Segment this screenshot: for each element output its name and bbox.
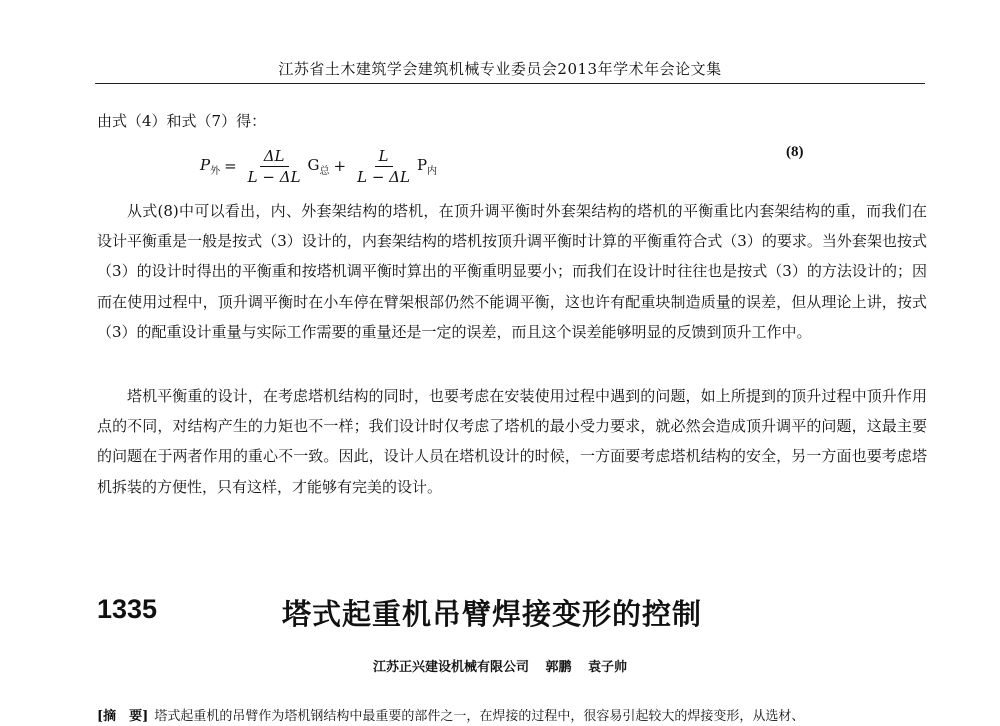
formula-plus: + [333, 157, 347, 175]
formula-p-term: $P_内$ [416, 155, 438, 177]
fraction-2-numerator: L [375, 146, 393, 167]
formula-fraction-2 [353, 146, 414, 187]
formula-lhs-sub: 外 [210, 165, 221, 177]
header-rule [95, 83, 925, 84]
formula-g-term: $G_总$ [307, 155, 330, 177]
fraction-1-numerator: ΔL [260, 146, 289, 167]
body-paragraph-1: 从式(8)中可以看出，内、外套架结构的塔机，在顶升调平衡时外套架结构的塔机的平衡重比内套架结构的重，而我们在设计平衡重是一般是按式（3）设计的，内套架结构的塔机按顶升调平衡时计算的平衡重符合式（3）的要求。当外套架也按式（3）的设计时得出的平衡重和按塔机调平衡时算出的平衡重明显要小；而我们在设计时往往也是按式（3）的方法设计的；因而在使用过程中，顶升调平衡时在小车停在臂架根部仍然不能调平衡，这也许有配重块制造质量的误差，但从理论上讲，按式（3）的配重设计重量与实际工作需要的重量还是一定的误差，而且这个误差能够明显的反馈到顶升工作中。 [97, 202, 927, 341]
author-line [0, 656, 1000, 675]
formula-fraction-1 [244, 146, 305, 187]
article-title: 塔式起重机吊臂焊接变形的控制 [282, 599, 703, 631]
author-name: 袁子帅 [588, 660, 628, 675]
equation-intro: 由式（4）和式（7）得： [97, 112, 267, 130]
formula-p-sub: 内 [427, 165, 438, 177]
abstract-label: [摘 要] [97, 709, 149, 724]
equation-number: (8) [786, 144, 804, 160]
fraction-1-denominator: L − ΔL [247, 167, 301, 186]
abstract-text: 塔式起重机的吊臂作为塔机钢结构中最重要的部件之一，在焊接的过程中，很容易引起较大的焊接变形，从选材、 [154, 709, 805, 724]
body-paragraph-2: 塔机平衡重的设计，在考虑塔机结构的同时，也要考虑在安装使用过程中遇到的问题，如上所提到的顶升过程中顶升作用点的不同，对结构产生的力矩也不一样；我们设计时仅考虑了塔机的最小受力要求，就必然会造成顶升调平的问题，这最主要的问题在于两者作用的重心不一致。因此，设计人员在塔机设计的时候，一方面要考虑塔机结构的安全，另一方面也要考虑塔机拆装的方便性，只有这样，才能够有完美的设计。 [97, 387, 927, 496]
formula-8 [200, 140, 437, 192]
formula-equals: = [224, 157, 237, 175]
fraction-2-denominator: L − ΔL [357, 167, 410, 186]
running-header: 江苏省土木建筑学会建筑机械专业委员会2013年学术年会论文集 [278, 60, 722, 78]
formula-g-sub: 总 [319, 165, 330, 177]
affiliation: 江苏正兴建设机械有限公司 [372, 660, 529, 675]
article-number: 1335 [97, 594, 158, 624]
author-name: 郭鹏 [545, 660, 572, 675]
abstract [97, 705, 927, 724]
formula-lhs: $P_外$ [200, 155, 221, 177]
